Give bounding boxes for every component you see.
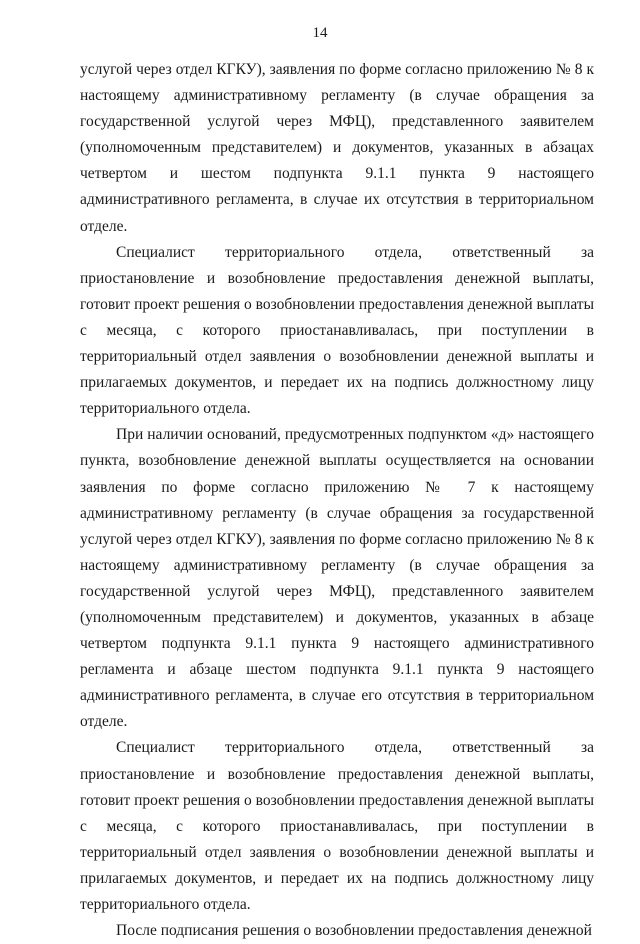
paragraph: Специалист территориального отдела, ответственный за приостановление и возобновление предоставления денежной выплаты, готовит проект решения о возобновлении предоставления денежной выплаты с месяца, с которого приостанавливалась, при поступлении в территориальный отдел заявления о возобновлении денежной выплаты и прилагаемых документов, и передает их на подпись должностному лицу территориального отдела. <box>80 243 594 418</box>
paragraph-continuation: услугой через отдел КГКУ), заявления по форме согласно приложению № 8 к настоящему административному регламенту (в случае обращения за государственной услугой через МФЦ), представленного заявителем (уполномоченным представителем) и документов, указанных в абзацах четвертом и шестом подпункта 9.1.1 пункта 9 настоящего административного регламента, в случае их отсутствия в территориальном отделе. <box>80 61 594 235</box>
paragraph: Специалист территориального отдела, ответственный за приостановление и возобновление предоставления денежной выплаты, готовит проект решения о возобновлении предоставления денежной выплаты с месяца, с которого приостанавливалась, при поступлении в территориальный отдел заявления о возобновлении денежной выплаты и прилагаемых документов, и передает их на подпись должностному лицу территориального отдела. <box>80 739 594 913</box>
page-number: 14 <box>312 25 328 41</box>
paragraph: При наличии оснований, предусмотренных подпунктом «д» настоящего пункта, возобновление денежной выплаты осуществляется на основании заявления по форме согласно приложению № 7 к настоящему административному регламенту (в случае обращения за государственной услугой через отдел КГКУ), заявления по форме согласно приложению № 8 к настоящему административному регламенту (в случае обращения за государственной услугой через МФЦ), представленного заявителем (уполномоченным представителем) и документов, указанных в абзаце четвертом подпункта 9.1.1 пункта 9 настоящего административного регламента и абзаце шестом подпункта 9.1.1 пункта 9 настоящего административного регламента, в случае его отсутствия в территориальном отделе. <box>80 426 594 731</box>
paragraph-truncated: После подписания решения о возобновлении предоставления денежной <box>116 922 592 940</box>
document-body <box>80 57 594 944</box>
